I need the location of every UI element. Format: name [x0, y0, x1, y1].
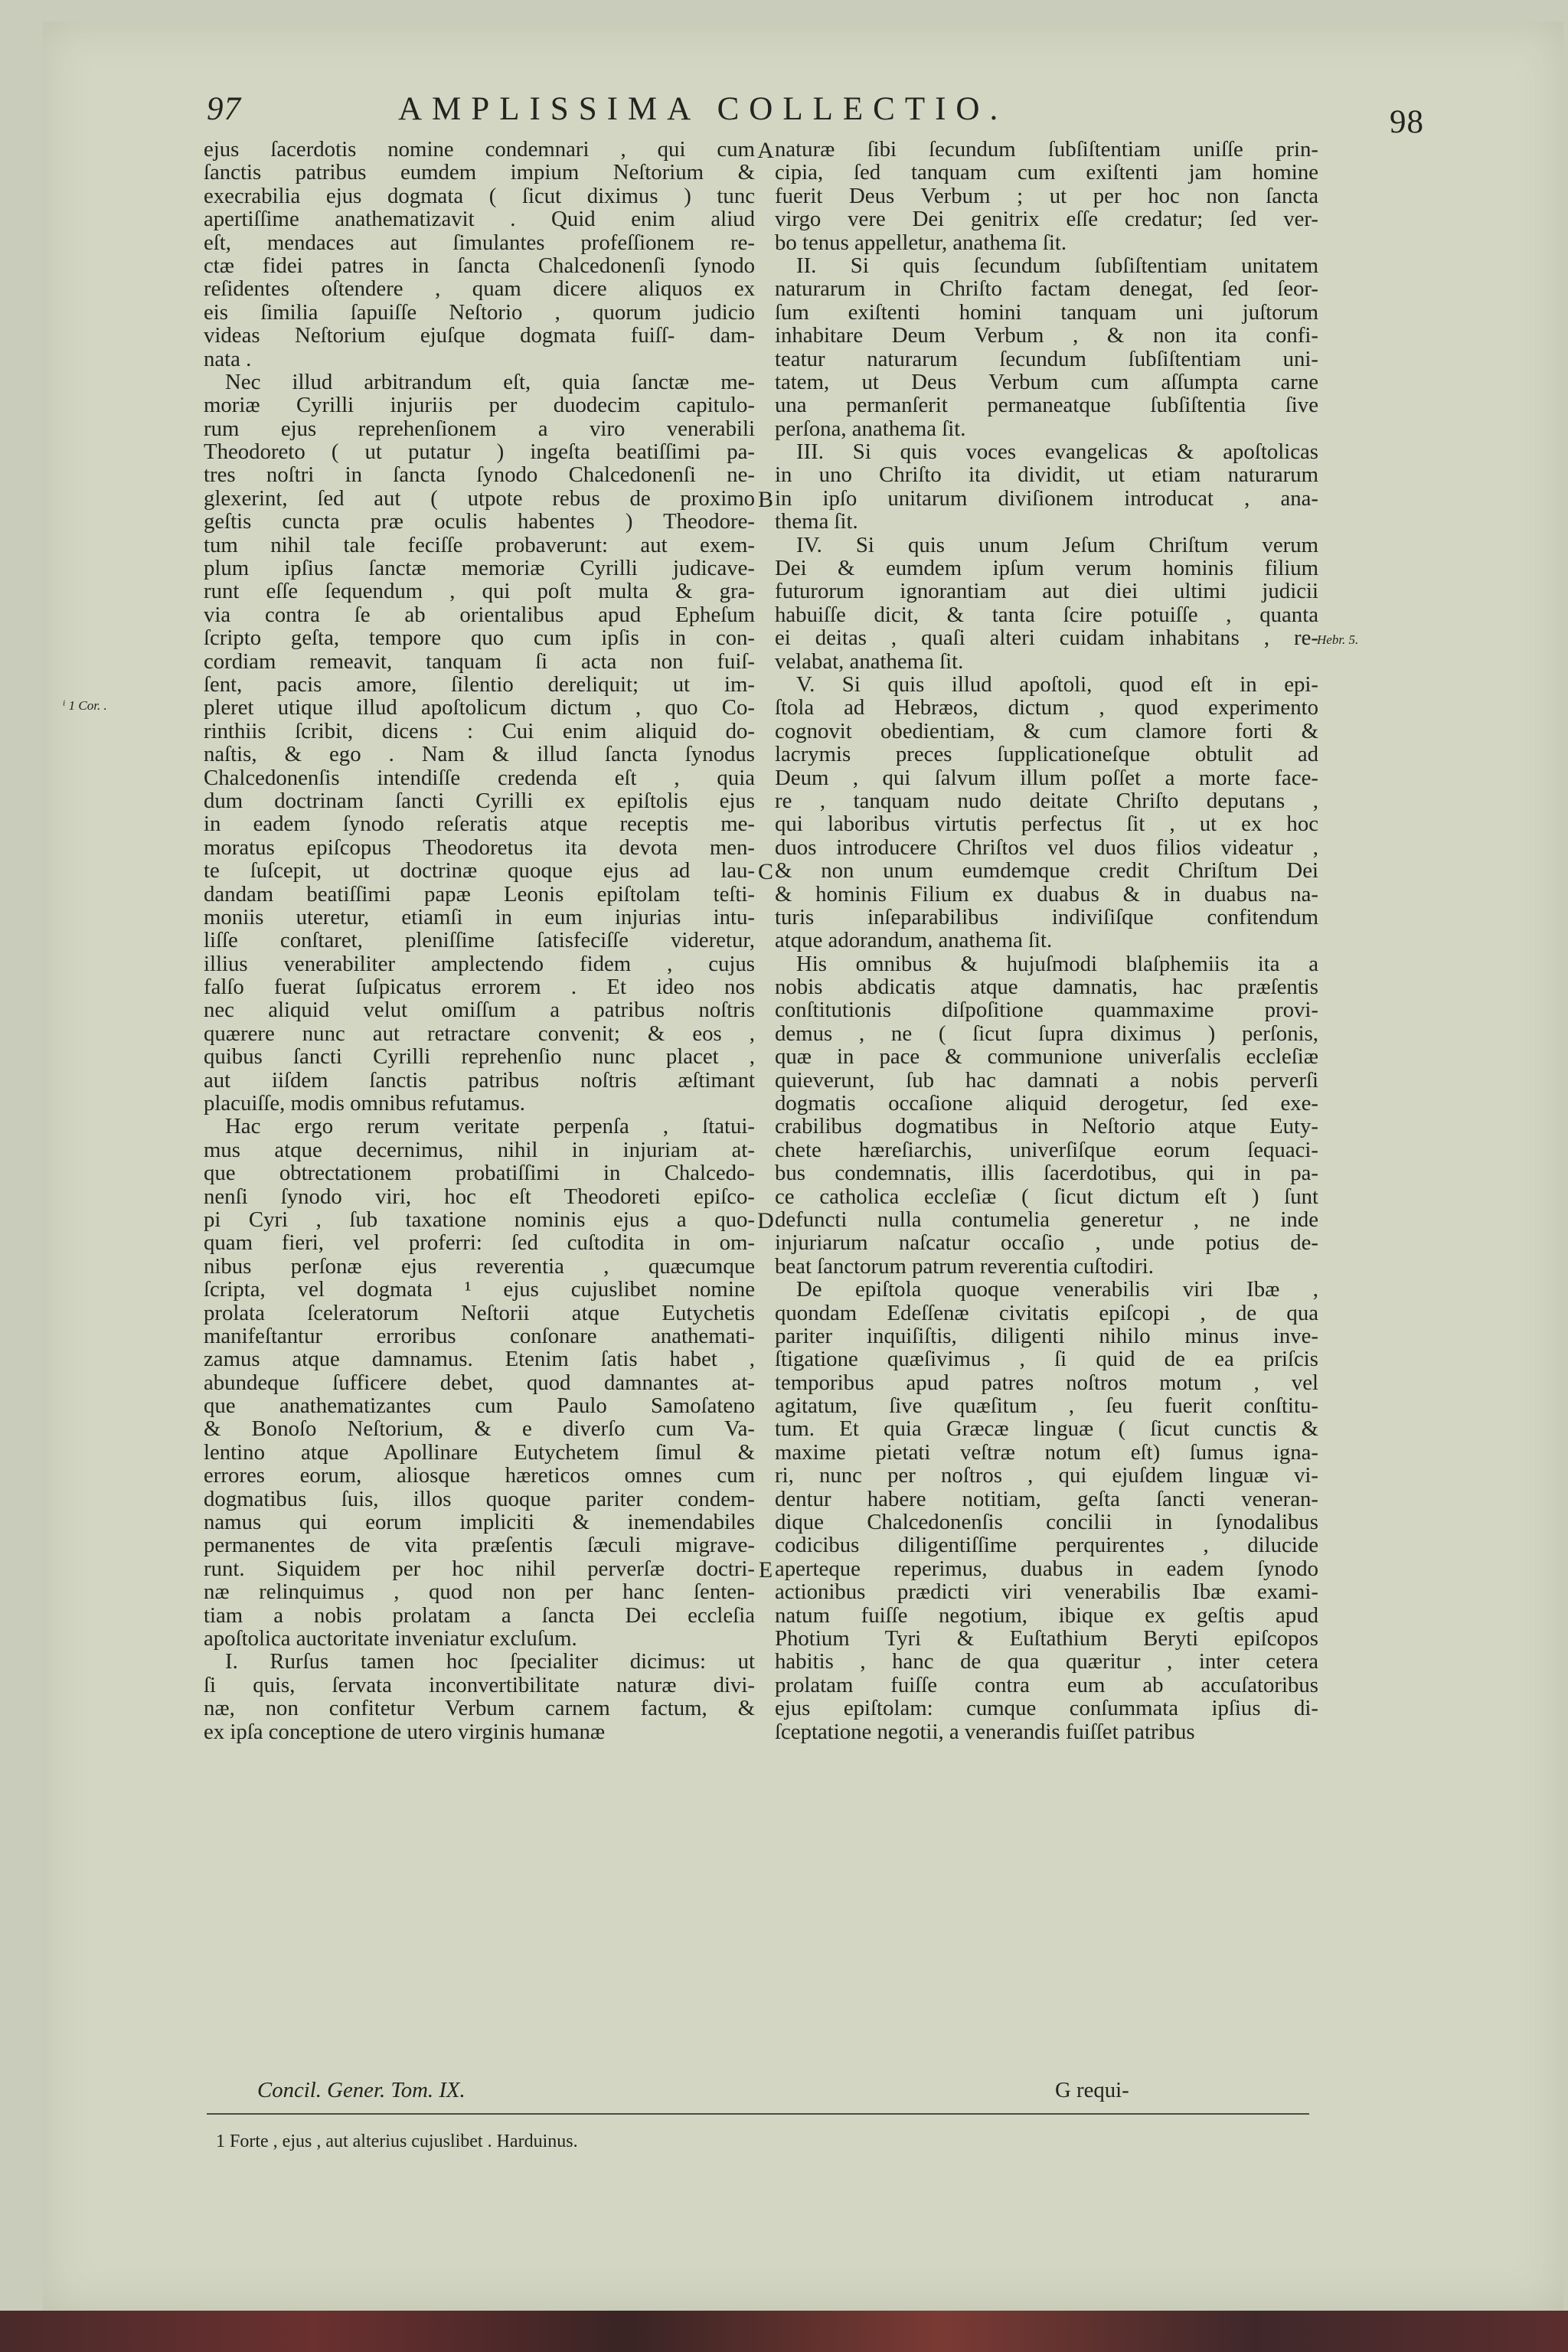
text-line: dogmatis occaſione aliquid derogetur, ſed exe-	[775, 1091, 1318, 1116]
text-line: & Bonoſo Neſtorium, & e diverſo cum Va-	[204, 1416, 755, 1442]
margin-letter-b: B	[757, 487, 773, 512]
text-line: rum ejus reprehenſionem a viro venerabili	[204, 416, 755, 441]
text-line: ſtola ad Hebræos, dictum , quod experimento	[775, 695, 1318, 720]
text-line: naturæ ſibi ſecundum ſubſiſtentiam uniſſe prin-	[775, 137, 1318, 162]
margin-letter-c: C	[757, 859, 773, 884]
text-line: ex ipſa conceptione de utero virginis humanæ	[204, 1719, 606, 1744]
text-line: demus , ne ( ſicut ſupra diximus ) perſonis,	[775, 1021, 1318, 1046]
text-line: ejus epiſtolam: cumque conſummata ipſius di-	[775, 1696, 1318, 1721]
text-line: conſtitutionis diſpoſitione quammaxime provi-	[775, 998, 1318, 1023]
running-title: AMPLISSIMA COLLECTIO.	[398, 91, 1008, 127]
text-line: liſſe conſtaret, pleniſſime ſatisfeciſſe videretur,	[204, 928, 755, 953]
text-line: nobis abdicatis atque damnatis, hac præſentis	[775, 975, 1318, 1000]
text-line: futurorum ignorantiam aut diei ultimi judicii	[775, 579, 1318, 604]
text-line: quæ in pace & communione univerſalis eccleſiæ	[775, 1044, 1318, 1070]
side-note-right: Hebr. 5.	[1317, 632, 1359, 647]
text-line: via contra ſe ab orientalibus apud Epheſum	[204, 602, 755, 627]
text-line: Deum , qui ſalvum illum poſſet a morte face-	[775, 765, 1318, 790]
text-line: bo tenus appelletur, anathema ſit.	[775, 230, 1067, 255]
bottom-edge-strip	[0, 2311, 1568, 2352]
text-line: dique Chalcedonenſis concilii in ſynodalibus	[775, 1510, 1318, 1535]
text-line: habitis , hanc de qua quæritur , inter cetera	[775, 1649, 1318, 1674]
text-line: injuriarum naſcatur occaſio , unde potius de-	[775, 1230, 1318, 1256]
text-line: ſcripta, vel dogmata ¹ ejus cujuslibet nomine	[204, 1277, 755, 1302]
text-line: beat ſanctorum patrum reverentia cuſtodiri.	[775, 1253, 1154, 1279]
side-note-left: ⁱ 1 Cor. .	[63, 698, 107, 713]
text-line: velabat, anathema ſit.	[775, 648, 964, 674]
text-line: tum nihil tale feciſſe probaverunt: aut exem-	[204, 532, 755, 557]
text-line: que anathematizantes cum Paulo Samoſateno	[204, 1393, 755, 1419]
text-line: ſum exiſtenti homini tanquam uni juſtorum	[775, 299, 1318, 325]
footnote: 1 Forte , ejus , aut alterius cujuslibet . Harduinus.	[216, 2132, 578, 2151]
text-line: cognovit obedientiam, & cum clamore forti &	[775, 718, 1318, 743]
text-line: eſt, mendaces aut ſimulantes profeſſionem re-	[204, 230, 755, 255]
text-line: Theodoreto ( ut putatur ) ingeſta beatiſſimi pa-	[204, 439, 755, 465]
text-line: falſo fuerat ſuſpicatus errorem . Et ideo nos	[204, 975, 755, 1000]
text-line: quieverunt, ſub hac damnati a nobis perverſi	[775, 1067, 1318, 1093]
left-column	[204, 138, 755, 1743]
text-line: in uno Chriſto ita dividit, ut etiam naturarum	[775, 462, 1318, 488]
text-line: duos introducere Chriſtos vel duos filios videatur ,	[775, 835, 1318, 860]
text-line: mus atque decernimus, nihil in injuriam at-	[204, 1137, 755, 1162]
text-line: nenſi ſynodo viri, hoc eſt Theodoreti epiſco-	[204, 1184, 755, 1209]
text-line: & non unum eumdemque credit Chriſtum Dei	[775, 858, 1318, 884]
signature-right: G requi-	[1055, 2078, 1129, 2102]
text-line: dandam beatiſſimi papæ Leonis epiſtolam teſti-	[204, 881, 755, 906]
text-line: dum doctrinam ſancti Cyrilli ex epiſtolis ejus	[204, 788, 755, 813]
page-number-left: 97	[207, 91, 241, 127]
text-line: V. Si quis illud apoſtoli, quod eſt in epi-	[796, 671, 1318, 697]
text-line: videas Neſtorium ejuſque dogmata fuiſſ- dam-	[204, 323, 755, 348]
text-line: agitatum, ſive quæſitum , ſeu fuerit conſtitu-	[775, 1393, 1318, 1419]
text-line: nata .	[204, 346, 252, 371]
text-line: prolatam fuiſſe contra eum ab accuſatoribus	[775, 1672, 1318, 1697]
text-line: aperteque reperimus, duabus in eadem ſynodo	[775, 1556, 1318, 1581]
text-line: lacrymis preces ſupplicationeſque obtulit ad	[775, 742, 1318, 767]
margin-letter-d: D	[757, 1208, 774, 1233]
text-line: dogmatibus ſuis, illos quoque pariter condem-	[204, 1486, 755, 1511]
text-line: Hac ergo rerum veritate perpenſa , ſtatui-	[225, 1114, 755, 1139]
text-line: lentino atque Apollinare Eutychetem ſimul &	[204, 1439, 755, 1465]
text-line: teatur naturarum ſecundum ſubſiſtentiam uni-	[775, 346, 1318, 371]
text-line: moratus epiſcopus Theodoretus ita devota men-	[204, 835, 755, 860]
text-line: cipia, ſed tanquam cum exiſtenti jam homine	[775, 160, 1318, 185]
text-line: ſanctis patribus eumdem impium Neſtorium &	[204, 160, 755, 185]
text-line: næ relinquimus , quod non per hanc ſenten-	[204, 1579, 755, 1605]
text-line: manifeſtantur erroribus conſonare anathemati-	[204, 1323, 755, 1348]
text-line: nec aliquid velut omiſſum a patribus noſtris	[204, 998, 755, 1023]
text-line: nibus perſonæ ejus reverentia , quæcumque	[204, 1253, 755, 1279]
text-line: virgo vere Dei genitrix eſſe credatur; ſed ver-	[775, 207, 1318, 232]
text-line: I. Rurſus tamen hoc ſpecialiter dicimus: ut	[225, 1649, 755, 1674]
text-line: tatem, ut Deus Verbum cum aſſumpta carne	[775, 369, 1318, 394]
text-line: naſtis, & ego . Nam & illud ſancta ſynodus	[204, 742, 755, 767]
text-line: ſcripto geſta, tempore quo cum ipſis in con-	[204, 626, 755, 651]
text-line: pariter inquiſiſtis, diligenti nihilo minus inve-	[775, 1323, 1318, 1348]
text-line: quondam Edeſſenæ civitatis epiſcopi , de qua	[775, 1300, 1318, 1325]
text-line: maxime pietati veſtræ notum eſt) ſumus igna-	[775, 1439, 1318, 1465]
text-line: placuiſſe, modis omnibus refutamus.	[204, 1091, 525, 1116]
text-line: illius venerabiliter amplectendo fidem , cujus	[204, 951, 755, 976]
text-line: III. Si quis voces evangelicas & apoſtolicas	[796, 439, 1318, 465]
text-line: ejus ſacerdotis nomine condemnari , qui cum	[204, 137, 755, 162]
text-line: ei deitas , quaſi alteri cuidam inhabitans , re-	[775, 626, 1318, 651]
text-line: & hominis Filium ex duabus & in duabus na-	[775, 881, 1318, 906]
text-line: ſtigatione quæſivimus , ſi quid de ea priſcis	[775, 1347, 1318, 1372]
text-line: execrabilia ejus dogmata ( ſicut diximus ) tunc	[204, 183, 755, 208]
text-line: rinthiis ſcribit, dicens : Cui enim aliquid do-	[204, 718, 755, 743]
text-line: næ, non confitetur Verbum carnem factum, &	[204, 1696, 755, 1721]
text-line: glexerint, ſed aut ( utpote rebus de proximo	[204, 485, 755, 511]
text-line: prolata ſceleratorum Neſtorii atque Eutychetis	[204, 1300, 755, 1325]
text-line: reſidentes oſtendere , quam dicere aliquos ex	[204, 276, 755, 302]
text-line: Nec illud arbitrandum eſt, quia ſanctæ me-	[225, 369, 755, 394]
margin-letter-a: A	[757, 138, 774, 163]
text-line: naturarum in Chriſto factam denegat, ſed ſeor-	[775, 276, 1318, 302]
text-line: chete hæreſiarchis, univerſiſque eorum ſequaci-	[775, 1137, 1318, 1162]
signature-left: Concil. Gener. Tom. IX.	[257, 2078, 466, 2102]
text-line: codicibus diligentiſſime perquirentes , dilucide	[775, 1533, 1318, 1558]
text-line: cordiam remeavit, tanquam ſi acta non fuiſ-	[204, 648, 755, 674]
text-line: IV. Si quis unum Jeſum Chriſtum verum	[796, 532, 1318, 557]
text-line: zamus atque damnamus. Etenim ſatis habet ,	[204, 1347, 755, 1372]
text-line: II. Si quis ſecundum ſubſiſtentiam unitatem	[796, 253, 1318, 278]
page-number-right: 98	[1390, 104, 1424, 140]
text-line: namus qui eorum impliciti & inemendabiles	[204, 1510, 755, 1535]
margin-letter-e: E	[758, 1557, 773, 1583]
text-line: quam fieri, vel proferri: ſed cuſtodita in om-	[204, 1230, 755, 1256]
text-line: ſceptatione negotii, a venerandis fuiſſet patribus	[775, 1719, 1195, 1744]
text-line: errores eorum, aliosque hæreticos omnes cum	[204, 1463, 755, 1488]
text-line: crabilibus dogmatibus in Neſtorio atque Euty-	[775, 1114, 1318, 1139]
text-line: atque adorandum, anathema ſit.	[775, 928, 1053, 953]
footnote-rule	[207, 2113, 1309, 2115]
text-line: pi Cyri , ſub taxatione nominis ejus a quo-	[204, 1207, 755, 1232]
text-line: ctæ fidei patres in ſancta Chalcedonenſi ſynodo	[204, 253, 755, 278]
text-line: quibus ſancti Cyrilli reprehenſio nunc placet ,	[204, 1044, 755, 1070]
text-line: que obtrectationem probatiſſimi in Chalcedo-	[204, 1161, 755, 1186]
text-line: apertiſſime anathematizavit . Quid enim aliud	[204, 207, 755, 232]
right-column	[775, 138, 1318, 1743]
text-line: permanentes de vita præſentis ſæculi migrave-	[204, 1533, 755, 1558]
text-line: qui laboribus virtutis perfectus ſit , ut ex hoc	[775, 812, 1318, 837]
text-line: Dei & eumdem ipſum verum hominis filium	[775, 556, 1318, 581]
text-line: runt eſſe ſequendum , qui poſt multa & gra-	[204, 579, 755, 604]
text-line: Chalcedonenſis intendiſſe credenda eſt , quia	[204, 765, 755, 790]
text-line: temporibus apud patres noſtros motum , vel	[775, 1370, 1318, 1395]
text-line: ſi quis, ſervata inconvertibilitate naturæ divi-	[204, 1672, 755, 1697]
text-line: inhabitare Deum Verbum , & non ita confi-	[775, 323, 1318, 348]
text-line: defuncti nulla contumelia generetur , ne inde	[775, 1207, 1318, 1232]
text-line: habuiſſe dicit, & tanta ſcire potuiſſe , quanta	[775, 602, 1318, 627]
text-line: moniis uteretur, etiamſi in eum injurias intu-	[204, 904, 755, 929]
text-line: dentur habere notitiam, geſta ſancti veneran-	[775, 1486, 1318, 1511]
text-line: tres noſtri in ſancta ſynodo Chalcedonenſi ne-	[204, 462, 755, 488]
text-line: in eadem ſynodo reſeratis atque receptis me-	[204, 812, 755, 837]
text-line: De epiſtola quoque venerabilis viri Ibæ ,	[796, 1277, 1318, 1302]
text-line: una permanſerit permaneatque ſubſiſtentia ſive	[775, 393, 1318, 418]
text-line: eis ſimilia ſapuiſſe Neſtorio , quorum judicio	[204, 299, 755, 325]
text-line: apoſtolica auctoritate inveniatur excluſum.	[204, 1626, 577, 1651]
text-line: tiam a nobis prolatam a ſancta Dei eccleſia	[204, 1602, 755, 1628]
text-line: tum. Et quia Græcæ linguæ ( ſicut cunctis &	[775, 1416, 1318, 1442]
text-line: ſent, pacis amore, ſilentio dereliquit; ut im-	[204, 671, 755, 697]
text-line: perſona, anathema ſit.	[775, 416, 966, 441]
text-line: His omnibus & hujuſmodi blaſphemiis ita a	[796, 951, 1318, 976]
text-line: pleret utique illud apoſtolicum dictum , quo Co-	[204, 695, 755, 720]
text-line: ri, nunc per noſtros , qui ejuſdem linguæ vi-	[775, 1463, 1318, 1488]
text-line: aut iiſdem ſanctis patribus noſtris æſtimant	[204, 1067, 755, 1093]
text-line: Photium Tyri & Euſtathium Beryti epiſcopos	[775, 1626, 1318, 1651]
text-line: moriæ Cyrilli injuriis per duodecim capitulo-	[204, 393, 755, 418]
text-line: ce catholica eccleſiæ ( ſicut dictum eſt ) ſunt	[775, 1184, 1318, 1209]
text-line: actionibus prædicti viri venerabilis Ibæ exami-	[775, 1579, 1318, 1605]
text-line: runt. Siquidem per hoc nihil perverſæ doctri-	[204, 1556, 755, 1581]
text-line: quærere nunc aut retractare convenit; & eos ,	[204, 1021, 755, 1046]
text-line: natum fuiſſe negotium, ibique ex geſtis apud	[775, 1602, 1318, 1628]
text-line: re , tanquam nudo deitate Chriſto deputans ,	[775, 788, 1318, 813]
text-line: turis inſeparabilibus indiviſiſque confitendum	[775, 904, 1318, 929]
text-line: fuerit Deus Verbum ; ut per hoc non ſancta	[775, 183, 1318, 208]
text-line: plum ipſius ſanctæ memoriæ Cyrilli judicave-	[204, 556, 755, 581]
text-line: te ſuſcepit, ut doctrinæ quoque ejus ad lau-	[204, 858, 755, 884]
text-line: abundeque ſufficere debet, quod damnantes at-	[204, 1370, 755, 1395]
text-line: in ipſo unitarum diviſionem introducat , ana-	[775, 485, 1318, 511]
text-line: thema ſit.	[775, 509, 858, 534]
text-line: bus condemnatis, illis ſacerdotibus, qui in pa-	[775, 1161, 1318, 1186]
text-line: geſtis cuncta præ oculis habentes ) Theodore-	[204, 509, 755, 534]
